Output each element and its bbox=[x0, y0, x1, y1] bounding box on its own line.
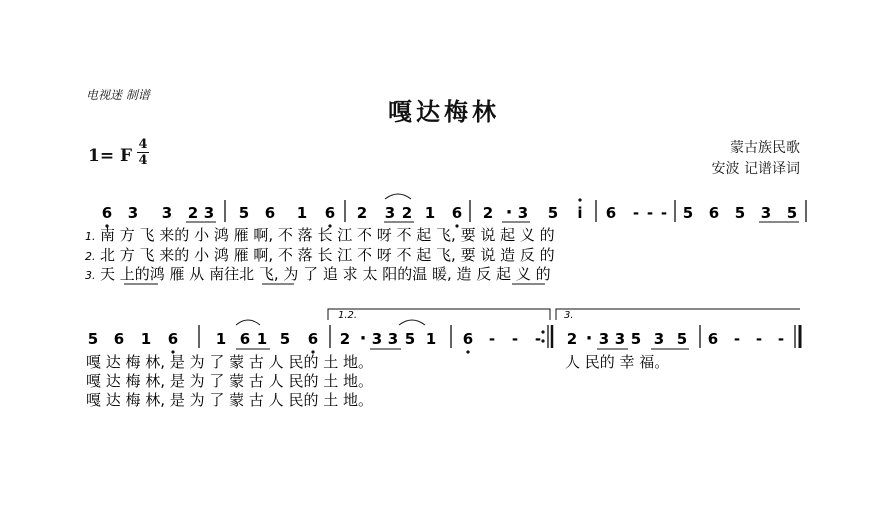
verse-number: 2. bbox=[85, 250, 96, 263]
note: 6 bbox=[324, 204, 336, 222]
score-credit: 电视迷 制谱 bbox=[86, 88, 150, 102]
augmentation-dot: · bbox=[359, 328, 367, 349]
lyric-line: 南 方 飞 来的 小 鸿 雁 啊, 不 落 长 江 不 呀 不 起 飞, 要 说 起 义 的 bbox=[100, 226, 555, 244]
verse-number: 1. bbox=[85, 230, 96, 243]
dash-extension: - bbox=[488, 330, 496, 348]
lyric-line: 天 上的鸿 雁 从 南往北 飞, 为 了 追 求 太 阳的温 暖, 造 反 起 义 的 bbox=[100, 265, 551, 283]
staff-line-1 bbox=[85, 194, 806, 284]
volta-bracket-1 bbox=[328, 309, 550, 320]
note: 5 bbox=[676, 330, 688, 348]
lyric-line: 北 方 飞 来的 小 鸿 雁 啊, 不 落 长 江 不 呀 不 起 飞, 要 说 造 反 的 bbox=[100, 246, 555, 264]
note: 5 bbox=[786, 204, 798, 222]
note: 6 bbox=[307, 330, 319, 348]
note: 6 bbox=[113, 330, 125, 348]
note: 3 bbox=[161, 204, 173, 222]
note: 6 bbox=[708, 204, 720, 222]
note: 5 bbox=[547, 204, 559, 222]
note: 2 bbox=[566, 330, 578, 348]
lyric-line: 嘎 达 梅 林, 是 为 了 蒙 古 人 民的 土 地。 bbox=[86, 391, 373, 409]
slur bbox=[399, 320, 425, 325]
ending-lyric: 人 民的 幸 福。 bbox=[565, 353, 670, 371]
note: 3 bbox=[387, 330, 399, 348]
lyric-line: 嘎 达 梅 林, 是 为 了 蒙 古 人 民的 土 地。 bbox=[86, 372, 373, 390]
repeat-dot bbox=[541, 330, 544, 333]
slur bbox=[236, 320, 260, 325]
dash-extension: - bbox=[534, 330, 542, 348]
note: 5 bbox=[404, 330, 416, 348]
note: 6 bbox=[605, 204, 617, 222]
dash-extension: - bbox=[660, 204, 668, 222]
note: 6 bbox=[101, 204, 113, 222]
note: 6 bbox=[264, 204, 276, 222]
note: 1 bbox=[256, 330, 268, 348]
slur bbox=[385, 194, 411, 199]
note: 1 bbox=[425, 330, 437, 348]
note: 5 bbox=[279, 330, 291, 348]
time-sig-top: 4 bbox=[138, 137, 148, 152]
note: 5 bbox=[734, 204, 746, 222]
note: 3 bbox=[614, 330, 626, 348]
note: 6 bbox=[707, 330, 719, 348]
note: 6 bbox=[451, 204, 463, 222]
note: 3 bbox=[203, 204, 215, 222]
note: 1 bbox=[140, 330, 152, 348]
dash-extension: - bbox=[632, 204, 640, 222]
note: 1 bbox=[296, 204, 308, 222]
note: 1 bbox=[215, 330, 227, 348]
song-title: 嘎达梅林 bbox=[388, 97, 500, 126]
volta-label-1: 1.2. bbox=[338, 310, 358, 321]
note: 3 bbox=[517, 204, 529, 222]
volta-bracket-2 bbox=[556, 309, 800, 320]
note: 3 bbox=[653, 330, 665, 348]
note: 5 bbox=[87, 330, 99, 348]
note: 6 bbox=[239, 330, 251, 348]
time-sig-bottom: 4 bbox=[138, 153, 148, 168]
note: 3 bbox=[371, 330, 383, 348]
note: 3 bbox=[598, 330, 610, 348]
note: 3 bbox=[127, 204, 139, 222]
note: 3 bbox=[760, 204, 772, 222]
upper-octave-dot bbox=[578, 198, 581, 201]
verse-number: 3. bbox=[85, 269, 96, 282]
augmentation-dot: · bbox=[585, 328, 593, 349]
key-signature: 1= F bbox=[88, 146, 133, 166]
augmentation-dot: · bbox=[505, 202, 513, 223]
lyric-line: 嘎 达 梅 林, 是 为 了 蒙 古 人 民的 土 地。 bbox=[86, 353, 373, 371]
dash-extension: - bbox=[646, 204, 654, 222]
note: 2 bbox=[187, 204, 199, 222]
note: 5 bbox=[630, 330, 642, 348]
note: 2 bbox=[482, 204, 494, 222]
note: 5 bbox=[238, 204, 250, 222]
dash-extension: - bbox=[755, 330, 763, 348]
song-arranger: 安波 记谱译词 bbox=[711, 161, 800, 177]
note: 3 bbox=[384, 204, 396, 222]
dash-extension: - bbox=[777, 330, 785, 348]
song-origin: 蒙古族民歌 bbox=[730, 140, 800, 156]
dash-extension: - bbox=[511, 330, 519, 348]
volta-label-2: 3. bbox=[564, 310, 574, 321]
dash-extension: - bbox=[733, 330, 741, 348]
note: i bbox=[577, 204, 583, 222]
note: 2 bbox=[339, 330, 351, 348]
note: 6 bbox=[167, 330, 179, 348]
note: 1 bbox=[424, 204, 436, 222]
note: 5 bbox=[682, 204, 694, 222]
note: 2 bbox=[356, 204, 368, 222]
lower-octave-dot bbox=[466, 350, 469, 353]
note: 6 bbox=[462, 330, 474, 348]
note: 2 bbox=[401, 204, 413, 222]
repeat-dot bbox=[541, 339, 544, 342]
staff-line-2 bbox=[86, 309, 800, 409]
